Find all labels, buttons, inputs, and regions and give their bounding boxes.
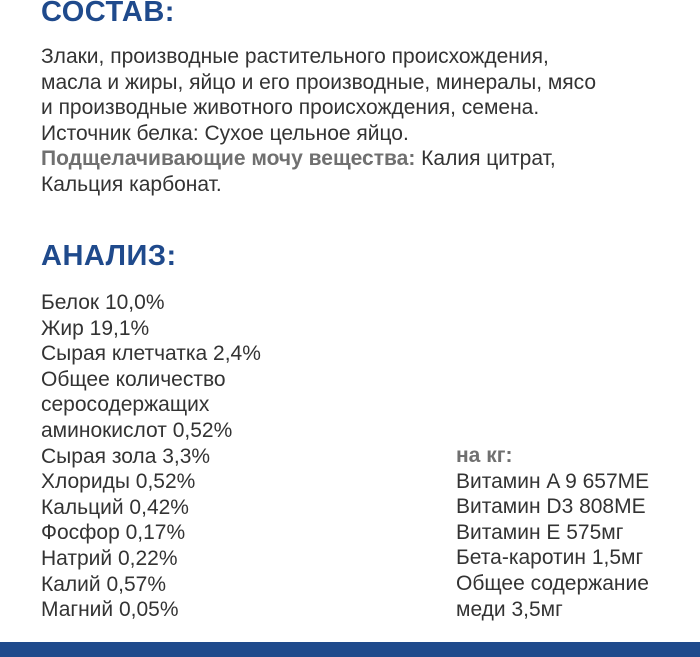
alkalizing-label: Подщелачивающие мочу вещества: [41, 147, 416, 170]
composition-heading: СОСТАВ: [41, 0, 175, 28]
analysis-item: Натрий 0,22% [41, 546, 178, 570]
per-kg-item: Витамин E 575мг [456, 520, 624, 544]
per-kg-item: Витамин D3 808МЕ [456, 495, 646, 519]
analysis-item: аминокислот 0,52% [41, 418, 233, 442]
per-kg-item: Общее содержание [456, 571, 649, 595]
composition-line: масла и жиры, яйцо и его производные, минералы, мясо [41, 70, 597, 94]
alkalizing-value: Калия цитрат, [415, 147, 556, 170]
analysis-item: Кальций 0,42% [41, 495, 189, 519]
analysis-item: Сырая зола 3,3% [41, 444, 211, 468]
analysis-item: Магний 0,05% [41, 598, 179, 622]
per-kg-item: Витамин A 9 657МЕ [456, 469, 650, 493]
analysis-list [41, 290, 421, 623]
analysis-item: Жир 19,1% [41, 316, 150, 340]
composition-line: Злаки, производные растительного происхождения, [41, 45, 549, 68]
footer-bar [0, 642, 700, 657]
per-kg-list [456, 443, 696, 622]
analysis-item: Хлориды 0,52% [41, 470, 196, 494]
per-kg-label: на кг: [456, 444, 513, 467]
analysis-item: Сырая клетчатка 2,4% [41, 342, 261, 366]
analysis-item: Общее количество [41, 367, 226, 391]
composition-line: и производные животного происхождения, семена. [41, 96, 540, 119]
protein-source-line: Источник белка: Сухое цельное яйцо. [41, 121, 409, 145]
per-kg-item: меди 3,5мг [456, 597, 563, 621]
alkalizing-line [41, 146, 681, 172]
analysis-item: Калий 0,57% [41, 572, 167, 596]
analysis-item: серосодержащих [41, 393, 210, 417]
alkalizing-line-cont: Кальция карбонат. [41, 172, 222, 196]
per-kg-item: Бета-каротин 1,5мг [456, 546, 644, 570]
analysis-item: Белок 10,0% [41, 291, 165, 314]
analysis-heading: АНАЛИЗ: [41, 240, 177, 272]
composition-text [41, 44, 681, 197]
analysis-item: Фосфор 0,17% [41, 521, 186, 545]
